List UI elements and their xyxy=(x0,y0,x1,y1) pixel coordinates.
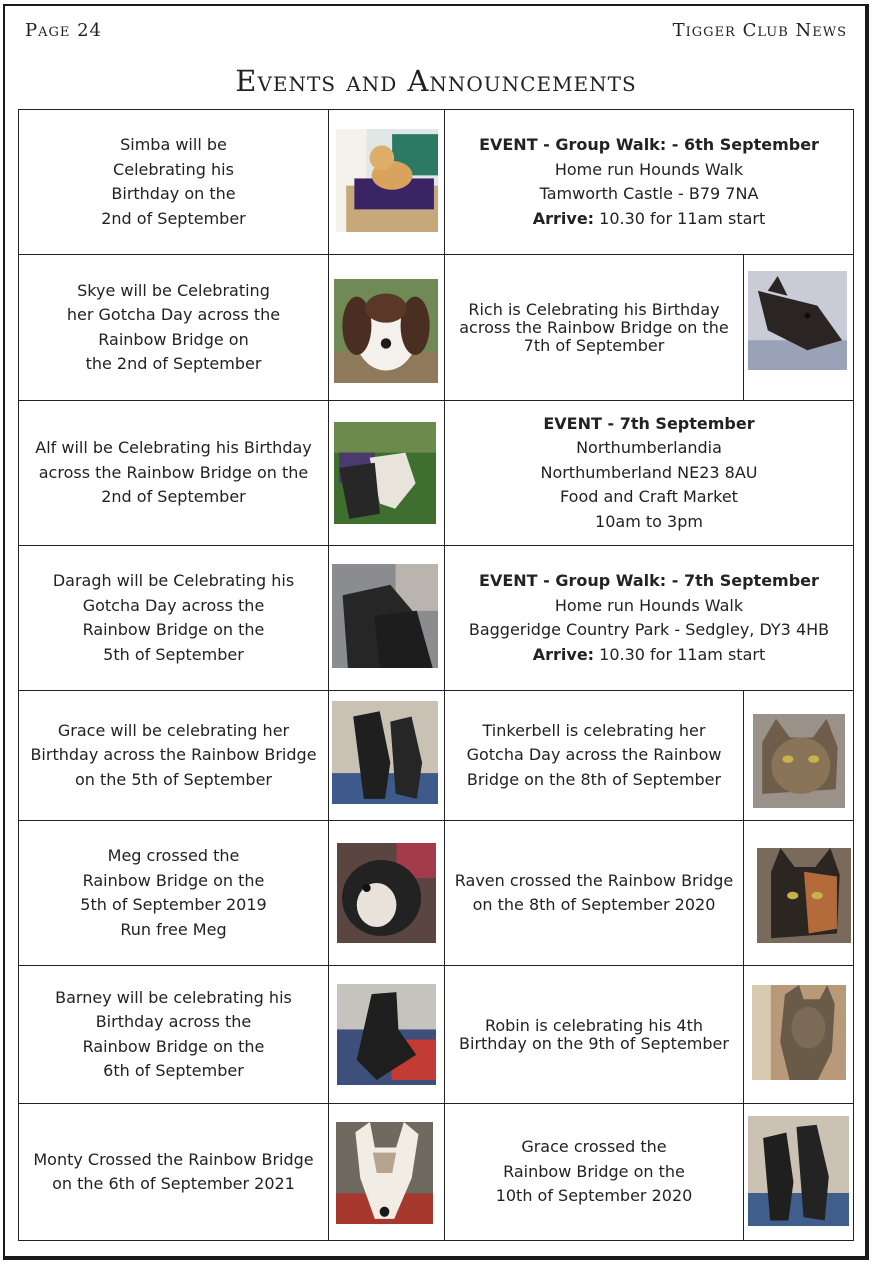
event-group-walk-tamworth: EVENT - Group Walk: - 6th September Home run Hounds Walk Tamworth Castle - B79 7NA Arrive: 10.30 for 11am start xyxy=(444,109,854,255)
announcement-skye: Skye will be Celebrating her Gotcha Day across the Rainbow Bridge on the 2nd of September xyxy=(18,254,329,401)
announcement-alf: Alf will be Celebrating his Birthday across the Rainbow Bridge on the 2nd of September xyxy=(18,400,329,546)
page-title: Events and Announcements xyxy=(235,64,637,98)
dog-photo-skye xyxy=(334,279,438,383)
dog-photo-grace xyxy=(332,701,438,804)
dog-photo-alf xyxy=(334,422,436,524)
announcement-meg: Meg crossed the Rainbow Bridge on the 5th of September 2019 Run free Meg xyxy=(18,820,329,966)
dog-photo-simba xyxy=(336,129,438,232)
announcement-grace-birthday: Grace will be celebrating her Birthday across the Rainbow Bridge on the 5th of September xyxy=(18,690,329,821)
dog-photo-daragh xyxy=(332,564,438,668)
announcement-rich: Rich is Celebrating his Birthday across the Rainbow Bridge on the 7th of September xyxy=(444,254,744,401)
event-northumberlandia: EVENT - 7th September Northumberlandia Northumberland NE23 8AU Food and Craft Market 10am to 3pm xyxy=(444,400,854,546)
publication-name: Tigger Club News xyxy=(672,20,847,41)
cat-photo-raven xyxy=(757,848,851,943)
announcement-grace-crossed: Grace crossed the Rainbow Bridge on the 10th of September 2020 xyxy=(444,1103,744,1241)
announcement-raven: Raven crossed the Rainbow Bridge on the 8th of September 2020 xyxy=(444,820,744,966)
dog-photo-barney xyxy=(337,984,436,1085)
dog-photo-robin xyxy=(752,985,846,1080)
announcement-simba: Simba will be Celebrating his Birthday on the 2nd of September xyxy=(18,109,329,255)
announcement-robin: Robin is celebrating his 4th Birthday on the 9th of September xyxy=(444,965,744,1104)
announcement-monty: Monty Crossed the Rainbow Bridge on the 6th of September 2021 xyxy=(18,1103,329,1241)
dog-photo-grace-crossed xyxy=(748,1116,849,1226)
announcement-tinkerbell: Tinkerbell is celebrating her Gotcha Day across the Rainbow Bridge on the 8th of September xyxy=(444,690,744,821)
cat-photo-tinkerbell xyxy=(753,714,845,808)
announcement-barney: Barney will be celebrating his Birthday across the Rainbow Bridge on the 6th of September xyxy=(18,965,329,1104)
dog-photo-monty xyxy=(336,1122,433,1224)
event-group-walk-baggeridge: EVENT - Group Walk: - 7th September Home run Hounds Walk Baggeridge Country Park - Sedgley, DY3 4HB Arrive: 10.30 for 11am start xyxy=(444,545,854,691)
announcement-daragh: Daragh will be Celebrating his Gotcha Day across the Rainbow Bridge on the 5th of September xyxy=(18,545,329,691)
page-number: Page 24 xyxy=(25,20,102,41)
dog-photo-rich xyxy=(748,271,847,370)
dog-photo-meg xyxy=(337,843,436,943)
